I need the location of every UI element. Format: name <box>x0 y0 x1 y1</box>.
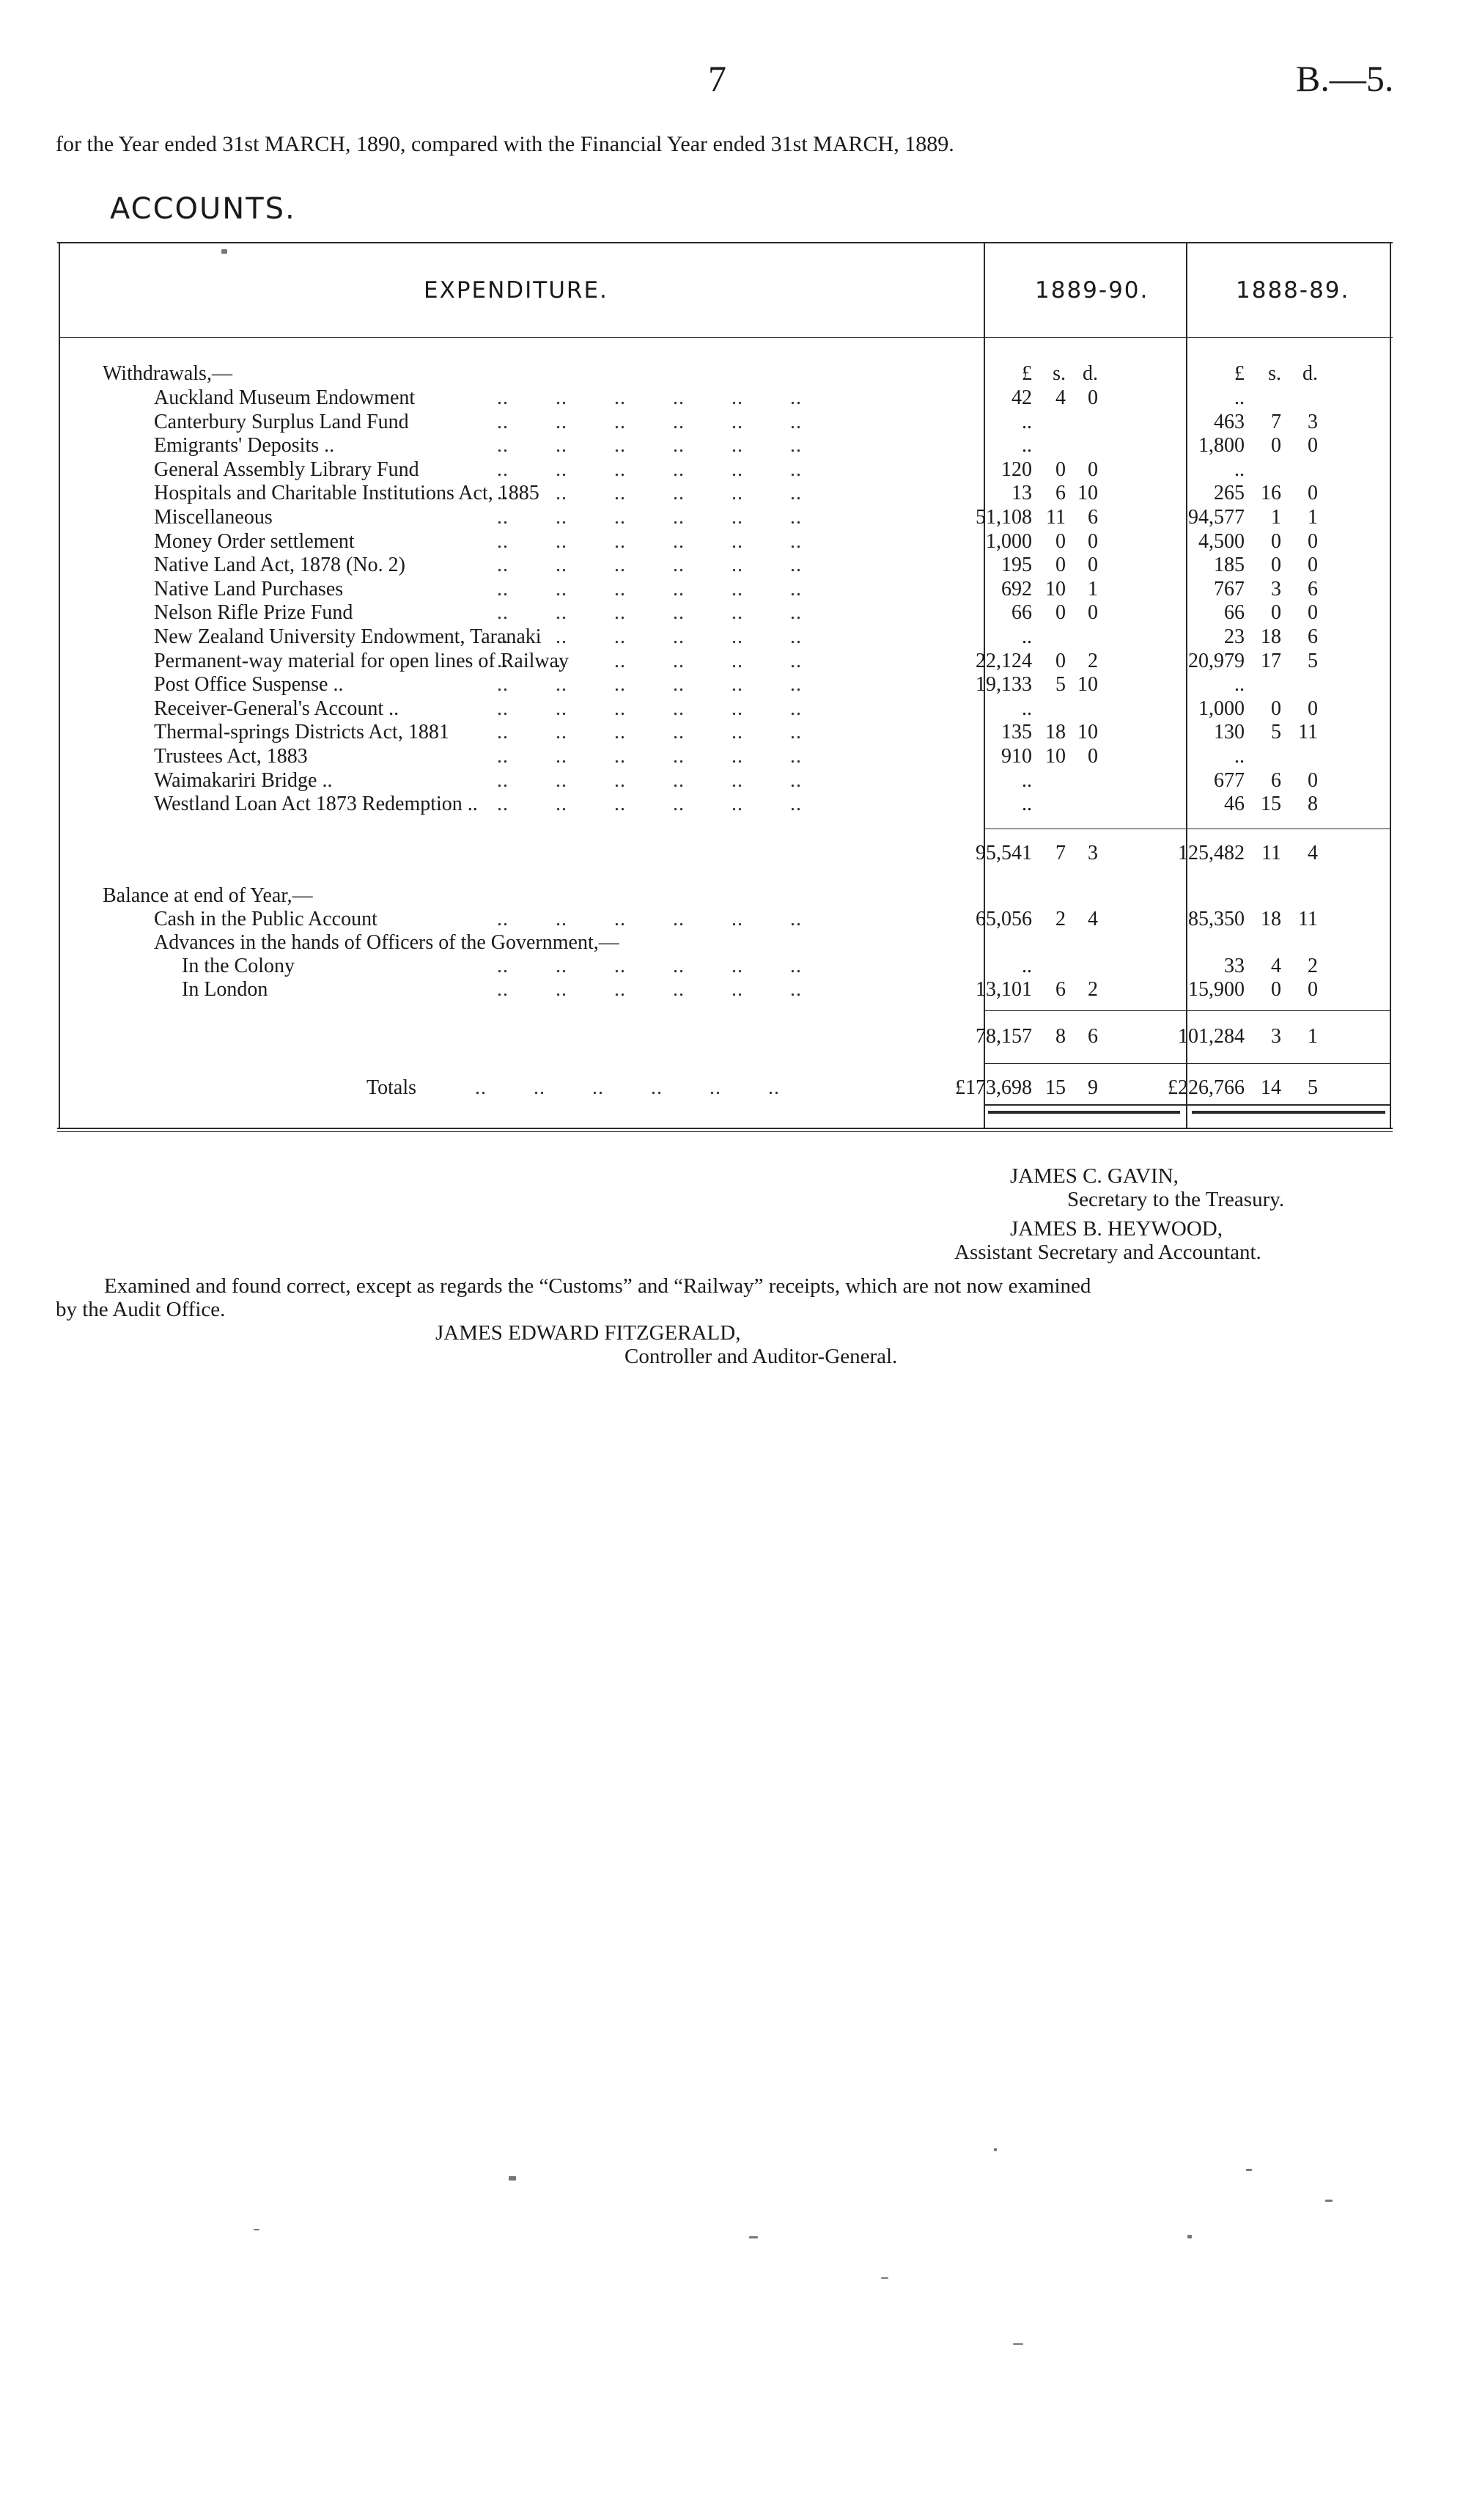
table-row <box>57 650 1393 673</box>
pounds: .. <box>1022 793 1032 816</box>
table-row <box>57 955 1393 978</box>
row-label: Nelson Rifle Prize Fund <box>154 601 353 625</box>
pound-symbol: £ <box>1234 362 1245 385</box>
page-number: 7 <box>708 58 726 99</box>
pence: 6 <box>1308 577 1318 600</box>
scan-speck <box>1246 2169 1252 2171</box>
balance-label-row <box>57 884 1393 908</box>
row-label: Post Office Suspense .. <box>154 673 344 697</box>
pence: 0 <box>1088 386 1098 409</box>
pounds: 19,133 <box>976 673 1032 697</box>
table-row <box>57 482 1393 505</box>
dot-leader: .. .. .. .. .. .. <box>497 577 802 600</box>
pounds: .. <box>1022 697 1032 720</box>
pence-symbol: d. <box>1083 362 1098 385</box>
dot-leader: .. .. .. .. .. .. <box>497 458 802 481</box>
scan-speck <box>994 2148 997 2151</box>
dot-leader: .. .. .. .. .. .. <box>497 601 802 625</box>
pounds: .. <box>1234 458 1245 481</box>
shillings: 7 <box>1271 410 1281 433</box>
withdrawals-label-row <box>57 362 1393 386</box>
dot-leader: .. .. .. .. .. .. <box>497 908 802 930</box>
section-heading: ACCOUNTS. <box>110 192 296 226</box>
shillings: 6 <box>1271 768 1281 792</box>
dot-leader: .. .. .. .. .. .. <box>497 506 802 529</box>
pounds: 767 <box>1214 577 1245 600</box>
withdrawals-label: Withdrawals,— <box>103 362 232 385</box>
shillings: 0 <box>1055 649 1066 672</box>
dot-leader: .. .. .. .. .. .. <box>475 1076 780 1099</box>
auditor-title: Controller and Auditor-General. <box>624 1345 898 1368</box>
header-1888-89: 1888-89. <box>1236 277 1350 304</box>
auditor-name: JAMES EDWARD FITZGERALD, <box>435 1321 741 1345</box>
grand-total-shillings: 14 <box>1261 1076 1281 1099</box>
shillings: 3 <box>1271 577 1281 600</box>
advances-label-row <box>57 931 1393 955</box>
total-pence: 4 <box>1308 842 1318 864</box>
dot-leader: .. .. .. .. .. .. <box>497 768 802 792</box>
row-label: Waimakariri Bridge .. <box>154 768 333 792</box>
row-label: Thermal-springs Districts Act, 1881 <box>154 721 449 744</box>
row-label: Canterbury Surplus Land Fund <box>154 410 409 433</box>
shillings: 16 <box>1261 482 1281 505</box>
shillings: 11 <box>1046 506 1066 529</box>
pence: 5 <box>1308 649 1318 672</box>
row-label: Money Order settlement <box>154 529 355 553</box>
totals-label: Totals <box>366 1076 417 1099</box>
shillings: 15 <box>1261 793 1281 816</box>
scan-speck <box>1013 2343 1023 2345</box>
pence: 0 <box>1308 482 1318 505</box>
shillings: 0 <box>1055 529 1066 553</box>
shillings: 18 <box>1261 625 1281 648</box>
audit-note-line-2: by the Audit Office. <box>56 1298 226 1321</box>
dot-leader: .. .. .. .. .. .. <box>497 386 802 409</box>
withdrawals-total-row <box>57 842 1393 865</box>
table-row <box>57 578 1393 601</box>
shillings: 0 <box>1271 554 1281 577</box>
table-row <box>57 601 1393 625</box>
scan-speck <box>749 2236 758 2238</box>
pounds: 910 <box>1001 745 1032 768</box>
secretary-name: JAMES C. GAVIN, <box>1010 1164 1179 1188</box>
pence: 0 <box>1308 434 1318 458</box>
pence: 10 <box>1077 482 1098 505</box>
dot-leader: .. .. .. .. .. .. <box>497 721 802 744</box>
pounds: 51,108 <box>976 506 1032 529</box>
dot-leader: .. .. .. .. .. .. <box>497 529 802 553</box>
total-shillings: 3 <box>1271 1025 1281 1048</box>
pounds: .. <box>1022 625 1032 648</box>
grand-total-pounds: £173,698 <box>955 1076 1032 1099</box>
pounds: 4,500 <box>1198 529 1245 553</box>
shilling-symbol: s. <box>1268 362 1281 385</box>
scan-speck <box>509 2176 516 2181</box>
grand-total-pence: 5 <box>1308 1076 1318 1099</box>
document-reference: B.—5. <box>1296 58 1394 99</box>
totals-row <box>57 1076 1393 1100</box>
pounds: 66 <box>1224 601 1245 625</box>
pounds: 20,979 <box>1188 649 1245 672</box>
pounds: 65,056 <box>976 908 1032 930</box>
pounds: 677 <box>1214 768 1245 792</box>
pence: 0 <box>1308 601 1318 625</box>
row-label: New Zealand University Endowment, Taranaki <box>154 625 542 648</box>
shillings: 0 <box>1271 697 1281 720</box>
pounds: 1,800 <box>1198 434 1245 458</box>
pence: 0 <box>1088 458 1098 481</box>
total-pence: 1 <box>1308 1025 1318 1048</box>
shillings: 10 <box>1045 577 1066 600</box>
totals-rule <box>984 1104 1391 1106</box>
pounds: .. <box>1022 410 1032 433</box>
total-pence: 3 <box>1088 842 1098 864</box>
dot-leader: .. .. .. .. .. .. <box>497 434 802 458</box>
table-row <box>57 458 1393 482</box>
pence: 2 <box>1088 978 1098 1001</box>
pounds: 265 <box>1214 482 1245 505</box>
pence: 0 <box>1088 554 1098 577</box>
total-pounds: 125,482 <box>1178 842 1245 864</box>
pounds: 13,101 <box>976 978 1032 1001</box>
pounds: 1,000 <box>1198 697 1245 720</box>
pence: 1 <box>1308 506 1318 529</box>
shillings: 10 <box>1045 745 1066 768</box>
pence: 0 <box>1308 529 1318 553</box>
shillings: 0 <box>1055 601 1066 625</box>
pence: 0 <box>1308 768 1318 792</box>
table-row <box>57 506 1393 529</box>
pounds: 94,577 <box>1188 506 1245 529</box>
row-label: Hospitals and Charitable Institutions Act, 1885 <box>154 482 539 505</box>
pence: 2 <box>1088 649 1098 672</box>
assistant-title: Assistant Secretary and Accountant. <box>954 1241 1261 1264</box>
subtotal-rule-2 <box>984 1010 1391 1011</box>
pounds: 1,000 <box>986 529 1032 553</box>
row-label: Cash in the Public Account <box>154 908 377 930</box>
scan-speck <box>254 2229 259 2230</box>
pence: 6 <box>1308 625 1318 648</box>
dot-leader: .. .. .. .. .. .. <box>497 482 802 505</box>
pounds: 120 <box>1001 458 1032 481</box>
pounds: 15,900 <box>1188 978 1245 1001</box>
advances-label: Advances in the hands of Officers of the Government,— <box>154 931 619 954</box>
header-expenditure: EXPENDITURE. <box>424 277 608 304</box>
total-shillings: 11 <box>1261 842 1281 864</box>
shillings: 4 <box>1271 955 1281 977</box>
table-row <box>57 554 1393 577</box>
pounds: .. <box>1234 745 1245 768</box>
total-shillings: 7 <box>1055 842 1066 864</box>
total-shillings: 8 <box>1055 1025 1066 1048</box>
table-row <box>57 745 1393 768</box>
pounds: 66 <box>1011 601 1032 625</box>
table-row <box>57 697 1393 721</box>
page-subtitle: for the Year ended 31st MARCH, 1890, compared with the Financial Year ended 31st MARCH, 1889. <box>56 132 954 156</box>
shillings: 5 <box>1055 673 1066 697</box>
total-pounds: 101,284 <box>1178 1025 1245 1048</box>
assistant-name: JAMES B. HEYWOOD, <box>1010 1217 1223 1241</box>
total-pounds: 78,157 <box>976 1025 1032 1048</box>
balance-label: Balance at end of Year,— <box>103 884 313 907</box>
table-row <box>57 978 1393 1002</box>
row-label: Miscellaneous <box>154 506 273 529</box>
pence: 0 <box>1308 697 1318 720</box>
table-row <box>57 386 1393 410</box>
table-row <box>57 434 1393 458</box>
pounds: 185 <box>1214 554 1245 577</box>
pence: 6 <box>1088 506 1098 529</box>
pence: 1 <box>1088 577 1098 600</box>
pence: 0 <box>1308 978 1318 1001</box>
row-label: Permanent-way material for open lines of Railway <box>154 649 570 672</box>
row-label: Receiver-General's Account .. <box>154 697 399 720</box>
expenditure-table <box>57 242 1393 1131</box>
dot-leader: .. .. .. .. .. .. <box>497 649 802 672</box>
shillings: 0 <box>1271 529 1281 553</box>
shillings: 18 <box>1045 721 1066 744</box>
pence-symbol: d. <box>1302 362 1318 385</box>
table-bottom-rule-b <box>57 1131 1393 1132</box>
pounds: 463 <box>1214 410 1245 433</box>
dot-leader: .. .. .. .. .. .. <box>497 554 802 577</box>
scan-speck <box>221 249 227 254</box>
dot-leader: .. .. .. .. .. .. <box>497 745 802 768</box>
scan-speck <box>881 2277 888 2279</box>
scan-speck <box>1187 2235 1192 2238</box>
dot-leader: .. .. .. .. .. .. <box>497 625 802 648</box>
shillings: 4 <box>1055 386 1066 409</box>
shillings: 5 <box>1271 721 1281 744</box>
table-row <box>57 625 1393 649</box>
shillings: 0 <box>1055 458 1066 481</box>
shillings: 1 <box>1271 506 1281 529</box>
table-top-rule <box>57 242 1393 243</box>
total-pounds: 95,541 <box>976 842 1032 864</box>
shillings: 0 <box>1271 978 1281 1001</box>
totals-double-rule-2 <box>1192 1111 1385 1114</box>
table-row <box>57 530 1393 554</box>
shilling-symbol: s. <box>1053 362 1066 385</box>
pence: 3 <box>1308 410 1318 433</box>
audit-note-line-1: Examined and found correct, except as regards the “Customs” and “Railway” receipts, which are not now examined <box>104 1274 1091 1298</box>
total-pence: 6 <box>1088 1025 1098 1048</box>
pounds: .. <box>1022 955 1032 977</box>
table-bottom-rule-a <box>57 1128 1393 1129</box>
grand-total-shillings: 15 <box>1045 1076 1066 1099</box>
pounds: .. <box>1234 673 1245 697</box>
shillings: 0 <box>1055 554 1066 577</box>
pounds: 135 <box>1001 721 1032 744</box>
pounds: .. <box>1234 386 1245 409</box>
grand-total-pounds: £226,766 <box>1168 1076 1245 1099</box>
pence: 8 <box>1308 793 1318 816</box>
secretary-title: Secretary to the Treasury. <box>1067 1188 1285 1211</box>
pounds: 33 <box>1224 955 1245 977</box>
pence: 4 <box>1088 908 1098 930</box>
shillings: 0 <box>1271 601 1281 625</box>
scan-speck <box>1325 2200 1333 2202</box>
row-label: Auckland Museum Endowment <box>154 386 416 409</box>
grand-total-pence: 9 <box>1088 1076 1098 1099</box>
totals-double-rule-1 <box>988 1111 1180 1114</box>
cash-row <box>57 908 1393 931</box>
dot-leader: .. .. .. .. .. .. <box>497 410 802 433</box>
pounds: 23 <box>1224 625 1245 648</box>
pounds: 13 <box>1011 482 1032 505</box>
shillings: 6 <box>1055 978 1066 1001</box>
subtotal-rule-3 <box>984 1063 1391 1064</box>
pounds: 195 <box>1001 554 1032 577</box>
row-label: In London <box>182 978 268 1001</box>
pounds: 85,350 <box>1188 908 1245 930</box>
pounds: .. <box>1022 768 1032 792</box>
pounds: .. <box>1022 434 1032 458</box>
row-label: Trustees Act, 1883 <box>154 745 308 768</box>
pence: 10 <box>1077 673 1098 697</box>
pounds: 42 <box>1011 386 1032 409</box>
pounds: 46 <box>1224 793 1245 816</box>
table-row <box>57 673 1393 697</box>
pence: 0 <box>1088 601 1098 625</box>
row-label: In the Colony <box>182 955 295 977</box>
row-label: General Assembly Library Fund <box>154 458 419 481</box>
row-label: Westland Loan Act 1873 Redemption .. <box>154 793 478 816</box>
pence: 11 <box>1298 908 1318 930</box>
header-1889-90: 1889-90. <box>1035 277 1149 304</box>
pounds: 22,124 <box>976 649 1032 672</box>
pounds: 130 <box>1214 721 1245 744</box>
balance-total-row <box>57 1025 1393 1048</box>
dot-leader: .. .. .. .. .. .. <box>497 955 802 977</box>
table-row <box>57 721 1393 744</box>
shillings: 18 <box>1261 908 1281 930</box>
dot-leader: .. .. .. .. .. .. <box>497 793 802 816</box>
shillings: 17 <box>1261 649 1281 672</box>
shillings: 2 <box>1055 908 1066 930</box>
table-row <box>57 793 1393 816</box>
row-label: Native Land Act, 1878 (No. 2) <box>154 554 405 577</box>
dot-leader: .. .. .. .. .. .. <box>497 697 802 720</box>
row-label: Native Land Purchases <box>154 577 344 600</box>
pence: 2 <box>1308 955 1318 977</box>
pounds: 692 <box>1001 577 1032 600</box>
table-row <box>57 769 1393 793</box>
row-label: Emigrants' Deposits .. <box>154 434 335 458</box>
dot-leader: .. .. .. .. .. .. <box>497 673 802 697</box>
pound-symbol: £ <box>1022 362 1032 385</box>
shillings: 0 <box>1271 434 1281 458</box>
pence: 11 <box>1298 721 1318 744</box>
header-rule <box>60 337 1393 338</box>
pence: 0 <box>1088 745 1098 768</box>
dot-leader: .. .. .. .. .. .. <box>497 978 802 1001</box>
shillings: 6 <box>1055 482 1066 505</box>
table-row <box>57 411 1393 434</box>
pence: 0 <box>1088 529 1098 553</box>
pence: 0 <box>1308 554 1318 577</box>
pence: 10 <box>1077 721 1098 744</box>
